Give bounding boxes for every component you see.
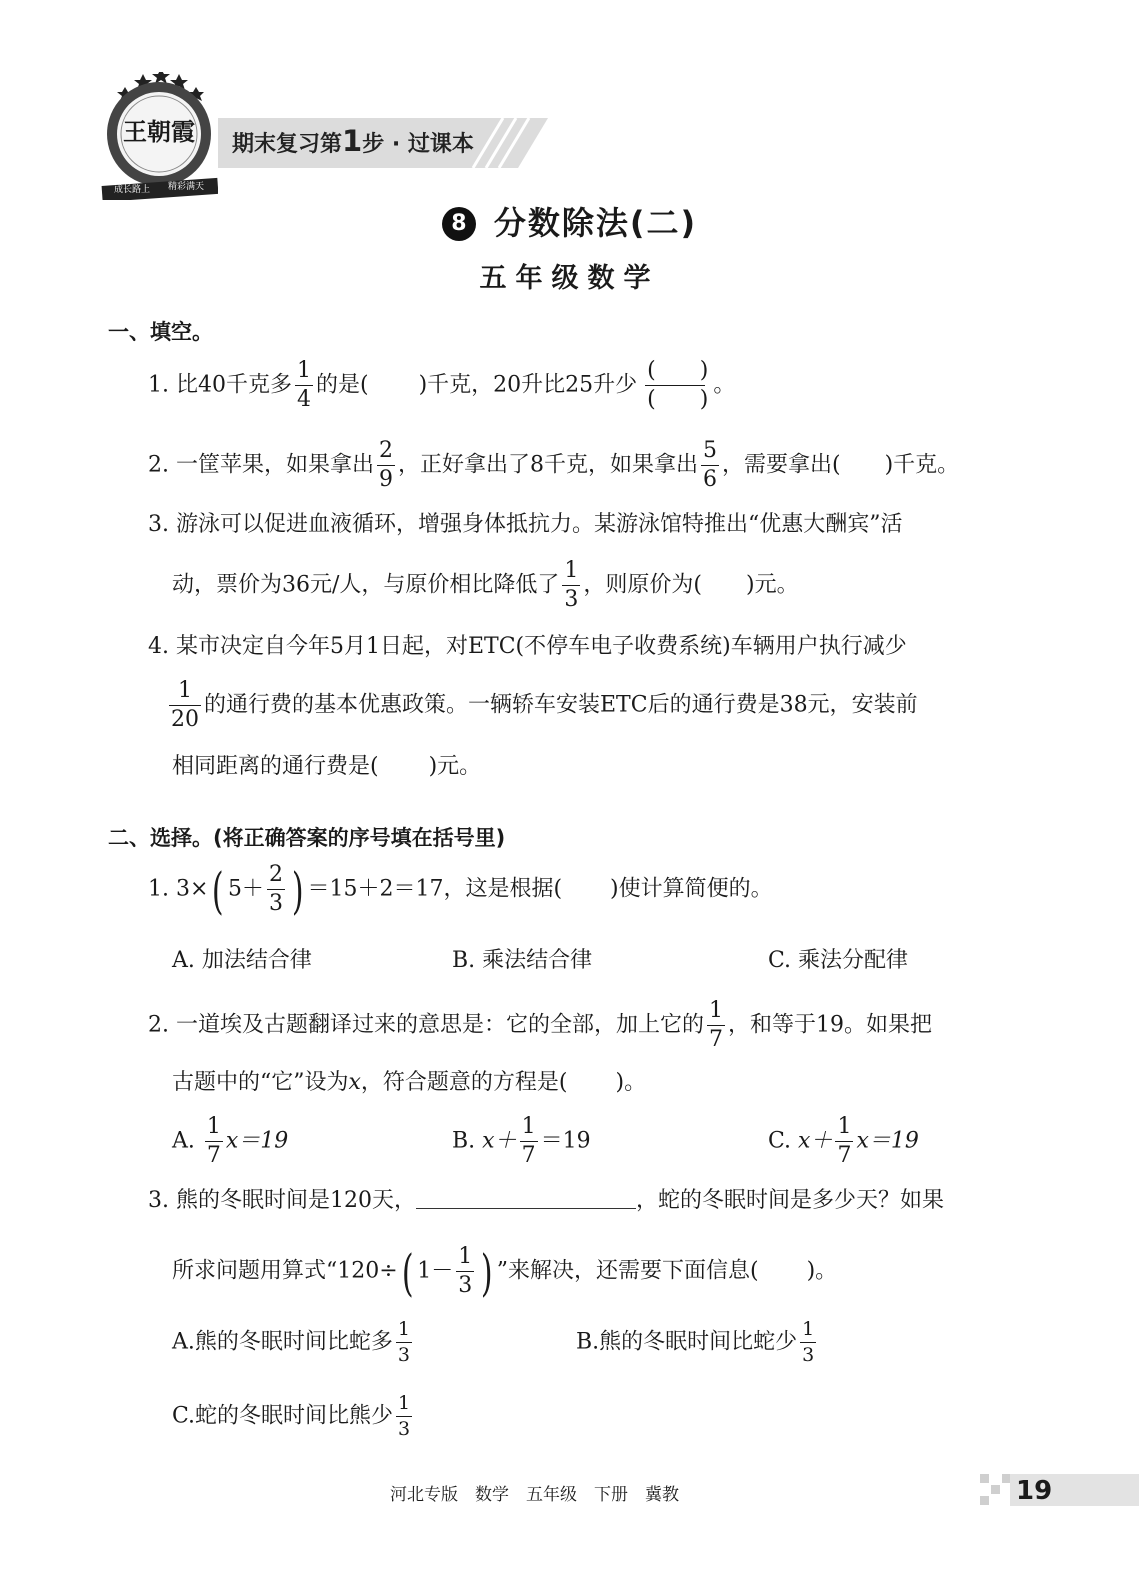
- frac-num: 2: [377, 440, 395, 466]
- fraction-1-3: [800, 1320, 816, 1365]
- s2q3-option-c[interactable]: [172, 1394, 415, 1439]
- banner-step-number: 1: [342, 124, 363, 158]
- option-label: B.: [452, 1128, 476, 1154]
- fraction-1-7: [520, 1116, 538, 1167]
- s2-question-1: [148, 861, 773, 920]
- publisher-logo: [100, 72, 218, 200]
- s2-question-3-line-1: [148, 1188, 944, 1212]
- frac-den: 7: [837, 1143, 852, 1168]
- lesson-number-badge: 8: [442, 207, 476, 241]
- blank-num: ( ): [645, 360, 705, 386]
- s2q2-text-a: 2. 一道埃及古题翻译过来的意思是：它的全部，加上它的: [148, 1012, 704, 1038]
- s2q3-inner: 1－: [417, 1258, 454, 1284]
- option-expression: x＝19: [856, 1128, 919, 1154]
- s2q2-option-b[interactable]: [452, 1116, 591, 1167]
- s2q3-text-c: 所求问题用算式“120÷: [172, 1258, 398, 1284]
- s1q3-text-b: ，则原价为(: [583, 572, 703, 598]
- frac-num: 1: [800, 1320, 816, 1343]
- s2q1-option-b[interactable]: B. 乘法结合律: [452, 948, 593, 973]
- s1q1-text-b: 的是(: [315, 372, 369, 398]
- fraction-1-4: [295, 360, 313, 411]
- frac-den: 4: [296, 387, 311, 412]
- fraction-1-7: [205, 1116, 223, 1167]
- frac-num: 5: [701, 440, 719, 466]
- fraction-1-20: [169, 680, 201, 731]
- s1-question-4-line-1: 4. 某市决定自今年5月1日起，对ETC(不停车电子收费系统)车辆用户执行减少: [148, 634, 907, 659]
- section-heading-multiple-choice: 二、选择。(将正确答案的序号填在括号里): [108, 826, 506, 850]
- option-text: B.熊的冬眠时间比蛇少: [576, 1329, 798, 1355]
- s2q2-text-d: ，符合题意的方程是(: [360, 1070, 568, 1095]
- section-heading-fill-blank: 一、填空。: [108, 320, 213, 344]
- answer-fraction-blank[interactable]: [645, 360, 710, 411]
- frac-den: 3: [397, 1344, 410, 1366]
- s2q3-text-e: )。: [806, 1258, 838, 1284]
- fraction-5-6: [701, 440, 719, 491]
- option-expression: x＋: [798, 1128, 833, 1154]
- option-label: A.: [172, 1128, 195, 1154]
- s1-question-4-line-2: [166, 680, 918, 731]
- s2q3-text-a: 3. 熊的冬眠时间是120天，: [148, 1188, 416, 1213]
- logo-text: 王朝霞: [123, 117, 195, 146]
- lesson-title: 分数除法(二): [493, 204, 698, 242]
- frac-num: 1: [456, 1246, 474, 1272]
- s1q3-text-a: 动，票价为36元/人，与原价相比降低了: [172, 572, 560, 598]
- s2q2-text-c: 古题中的“它”设为: [172, 1070, 349, 1095]
- frac-den: 3: [458, 1273, 473, 1298]
- frac-num: 1: [169, 680, 201, 706]
- blank-den: ( ): [647, 387, 709, 412]
- frac-den: 6: [702, 467, 717, 492]
- fraction-1-7: [835, 1116, 853, 1167]
- logo-slogan-right: 精彩满天: [167, 182, 204, 192]
- s2q1-text-a: 1. 3×: [148, 876, 209, 902]
- s1-question-3-line-2: [172, 560, 799, 611]
- frac-den: 20: [171, 707, 199, 732]
- left-paren: (: [401, 1243, 414, 1302]
- s2q2-option-a[interactable]: [172, 1116, 288, 1167]
- fraction-1-3: [396, 1320, 412, 1365]
- s2q1-text-c: )使计算简便的。: [610, 876, 773, 902]
- frac-num: 1: [707, 1000, 725, 1026]
- frac-num: 1: [396, 1394, 412, 1417]
- fraction-1-3: [562, 560, 580, 611]
- s2-question-2-line-1: [148, 1000, 932, 1051]
- s1-question-1: [148, 360, 735, 411]
- s1q1-text-a: 1. 比40千克多: [148, 372, 292, 398]
- frac-den: 7: [709, 1027, 723, 1052]
- banner-post: 步 · 过课本: [362, 132, 474, 157]
- footer-edition: 河北专版 数学 五年级 下册 冀教: [390, 1485, 679, 1505]
- s1q4-text: 的通行费的基本优惠政策。一辆轿车安装ETC后的通行费是38元，安装前: [204, 692, 918, 718]
- s1q4-text-b: )元。: [428, 754, 482, 779]
- s2q2-text-b: ，和等于19。如果把: [728, 1012, 932, 1038]
- frac-num: 1: [520, 1116, 538, 1142]
- frac-num: 1: [396, 1320, 412, 1343]
- s1-question-3-line-1: 3. 游泳可以促进血液循环，增强身体抵抗力。某游泳馆特推出“优惠大酬宾”活: [148, 512, 903, 537]
- s2q1-inner: 5＋: [227, 876, 264, 902]
- s2-question-3-line-2: [172, 1243, 838, 1302]
- banner-pre: 期末复习第: [232, 132, 343, 157]
- s2q1-text-b: ＝15＋2＝17，这是根据(: [307, 876, 563, 902]
- s2-question-2-line-2: [172, 1072, 646, 1094]
- page-number-decoration: [980, 1474, 1012, 1506]
- left-paren: (: [212, 861, 225, 920]
- fraction-2-9: [377, 440, 395, 491]
- frac-den: 9: [378, 467, 393, 492]
- s1q2-text-b: ，正好拿出了8千克，如果拿出: [397, 452, 698, 478]
- s1-question-2: [148, 440, 959, 491]
- frac-den: 3: [802, 1344, 815, 1366]
- option-expression: x＝19: [225, 1128, 289, 1154]
- frac-den: 3: [398, 1418, 411, 1440]
- frac-den: 3: [268, 891, 283, 916]
- frac-num: 1: [295, 360, 313, 386]
- frac-den: 7: [206, 1143, 221, 1168]
- right-paren: ): [481, 1243, 493, 1302]
- s1q2-text-a: 2. 一筐苹果，如果拿出: [148, 452, 374, 478]
- frac-num: 1: [835, 1116, 853, 1142]
- fraction-1-3: [396, 1394, 412, 1439]
- s1q2-text-d: )千克。: [884, 452, 960, 478]
- logo-slogan-left: 成长路上: [113, 185, 150, 195]
- option-text: C.蛇的冬眠时间比熊少: [172, 1403, 394, 1429]
- s1q1-text-c: )千克，20升比25升少: [418, 372, 638, 398]
- page-title: [0, 198, 1139, 244]
- variable-x: x: [348, 1070, 361, 1095]
- s1q3-text-c: )元。: [746, 572, 799, 598]
- s1q2-text-c: ，需要拿出(: [721, 452, 841, 478]
- fraction-1-3: [456, 1246, 474, 1297]
- s2q3-option-b[interactable]: [576, 1320, 819, 1365]
- s2q3-option-a[interactable]: [172, 1320, 415, 1365]
- s2q3-text-b: ，蛇的冬眠时间是多少天？如果: [635, 1188, 944, 1213]
- fraction-2-3: [267, 864, 285, 915]
- frac-den: 7: [521, 1143, 536, 1168]
- s2q2-option-c[interactable]: [768, 1116, 919, 1167]
- option-expression: ＝19: [540, 1128, 591, 1154]
- option-text: A.熊的冬眠时间比蛇多: [172, 1329, 393, 1355]
- s1q1-text-d: 。: [713, 372, 736, 398]
- option-label: C.: [768, 1128, 792, 1154]
- s1-question-4-line-3: [172, 756, 481, 778]
- right-paren: ): [291, 861, 304, 920]
- frac-num: 1: [205, 1116, 223, 1142]
- s2q1-option-a[interactable]: A. 加法结合律: [172, 948, 312, 973]
- banner-label: [232, 124, 474, 158]
- option-expression: x＋: [482, 1128, 517, 1154]
- s1q4-text-a: 相同距离的通行费是(: [172, 754, 379, 779]
- frac-num: 2: [267, 864, 285, 890]
- page-subtitle: 五年级数学: [479, 263, 660, 294]
- answer-underline-blank[interactable]: [416, 1188, 636, 1209]
- page-number: 19: [1016, 1476, 1053, 1506]
- frac-den: 3: [564, 587, 579, 612]
- frac-num: 1: [562, 560, 580, 586]
- s2q3-text-d: ”来解决，还需要下面信息(: [496, 1258, 759, 1284]
- s2q1-option-c[interactable]: C. 乘法分配律: [768, 948, 909, 973]
- fraction-1-7: [707, 1000, 725, 1051]
- s2q2-text-e: )。: [615, 1070, 647, 1095]
